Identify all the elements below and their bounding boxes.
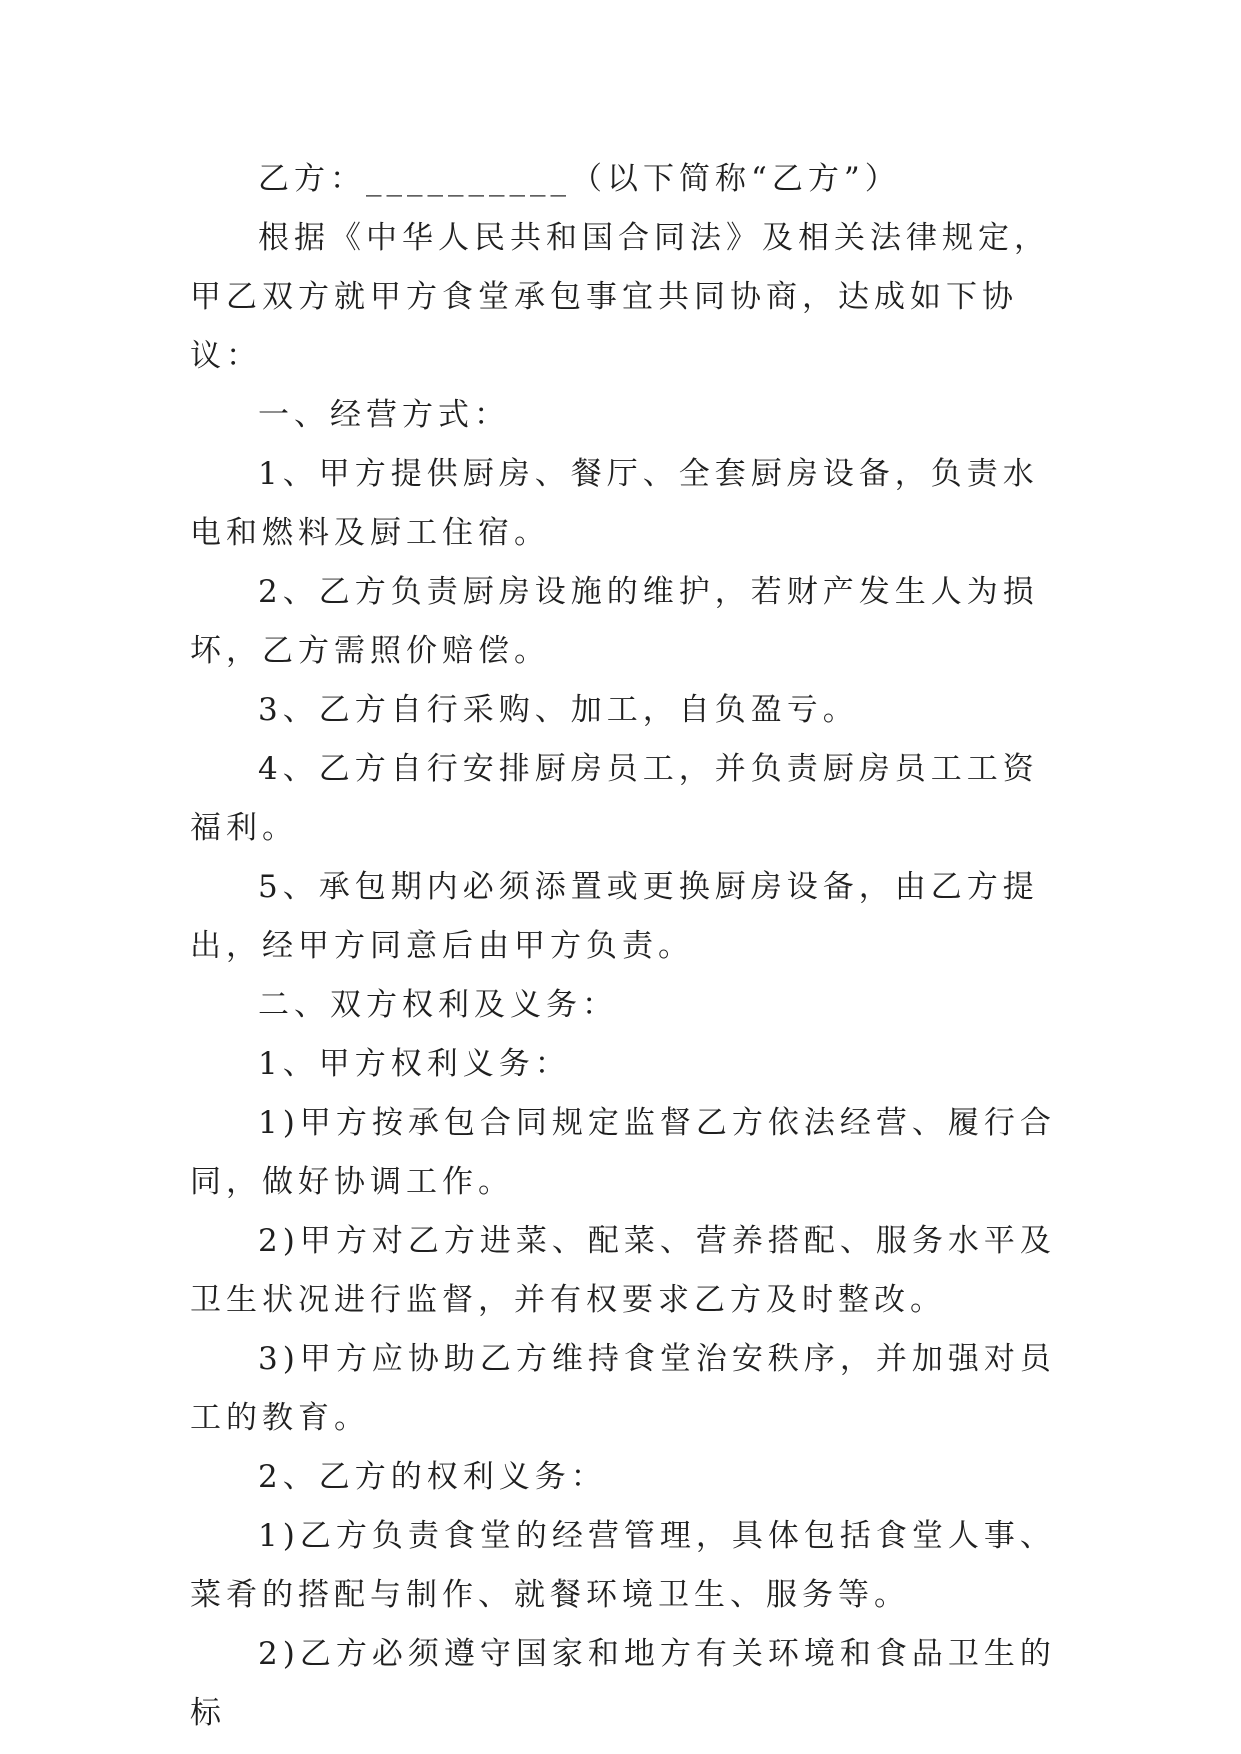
clause-paragraph: 3)甲方应协助乙方维持食堂治安秩序，并加强对员工的教育。 xyxy=(190,1341,1056,1436)
section-heading: 二、双方权利及义务： xyxy=(258,987,618,1023)
clause-paragraph: 1)乙方负责食堂的经营管理，具体包括食堂人事、菜肴的搭配与制作、就餐环境卫生、服务等。 xyxy=(190,1518,1056,1613)
clause-paragraph: 2)甲方对乙方进菜、配菜、营养搭配、服务水平及卫生状况进行监督，并有权要求乙方及时整改。 xyxy=(190,1223,1056,1318)
contract-body xyxy=(190,150,1070,1743)
clause-paragraph: 2、乙方负责厨房设施的维护，若财产发生人为损坏，乙方需照价赔偿。 xyxy=(190,574,1039,669)
section-heading: 一、经营方式： xyxy=(258,397,510,433)
subsection-heading: 1、甲方权利义务： xyxy=(258,1046,571,1082)
subsection-heading: 2、乙方的权利义务： xyxy=(258,1459,607,1495)
clause-paragraph: 1)甲方按承包合同规定监督乙方依法经营、履行合同，做好协调工作。 xyxy=(190,1105,1056,1200)
clause-paragraph: 1、甲方提供厨房、餐厅、全套厨房设备，负责水电和燃料及厨工住宿。 xyxy=(190,456,1039,551)
party-b-line: 乙方：__________（以下简称“乙方”） xyxy=(258,161,901,197)
clause-paragraph: 2)乙方必须遵守国家和地方有关环境和食品卫生的标 xyxy=(190,1636,1056,1731)
clause-paragraph: 5、承包期内必须添置或更换厨房设备，由乙方提出，经甲方同意后由甲方负责。 xyxy=(190,869,1039,964)
clause-paragraph: 3、乙方自行采购、加工，自负盈亏。 xyxy=(258,692,859,728)
clause-paragraph: 4、乙方自行安排厨房员工，并负责厨房员工工资福利。 xyxy=(190,751,1039,846)
preamble-paragraph: 根据《中华人民共和国合同法》及相关法律规定，甲乙双方就甲方食堂承包事宜共同协商，达成如下协议： xyxy=(190,220,1050,374)
